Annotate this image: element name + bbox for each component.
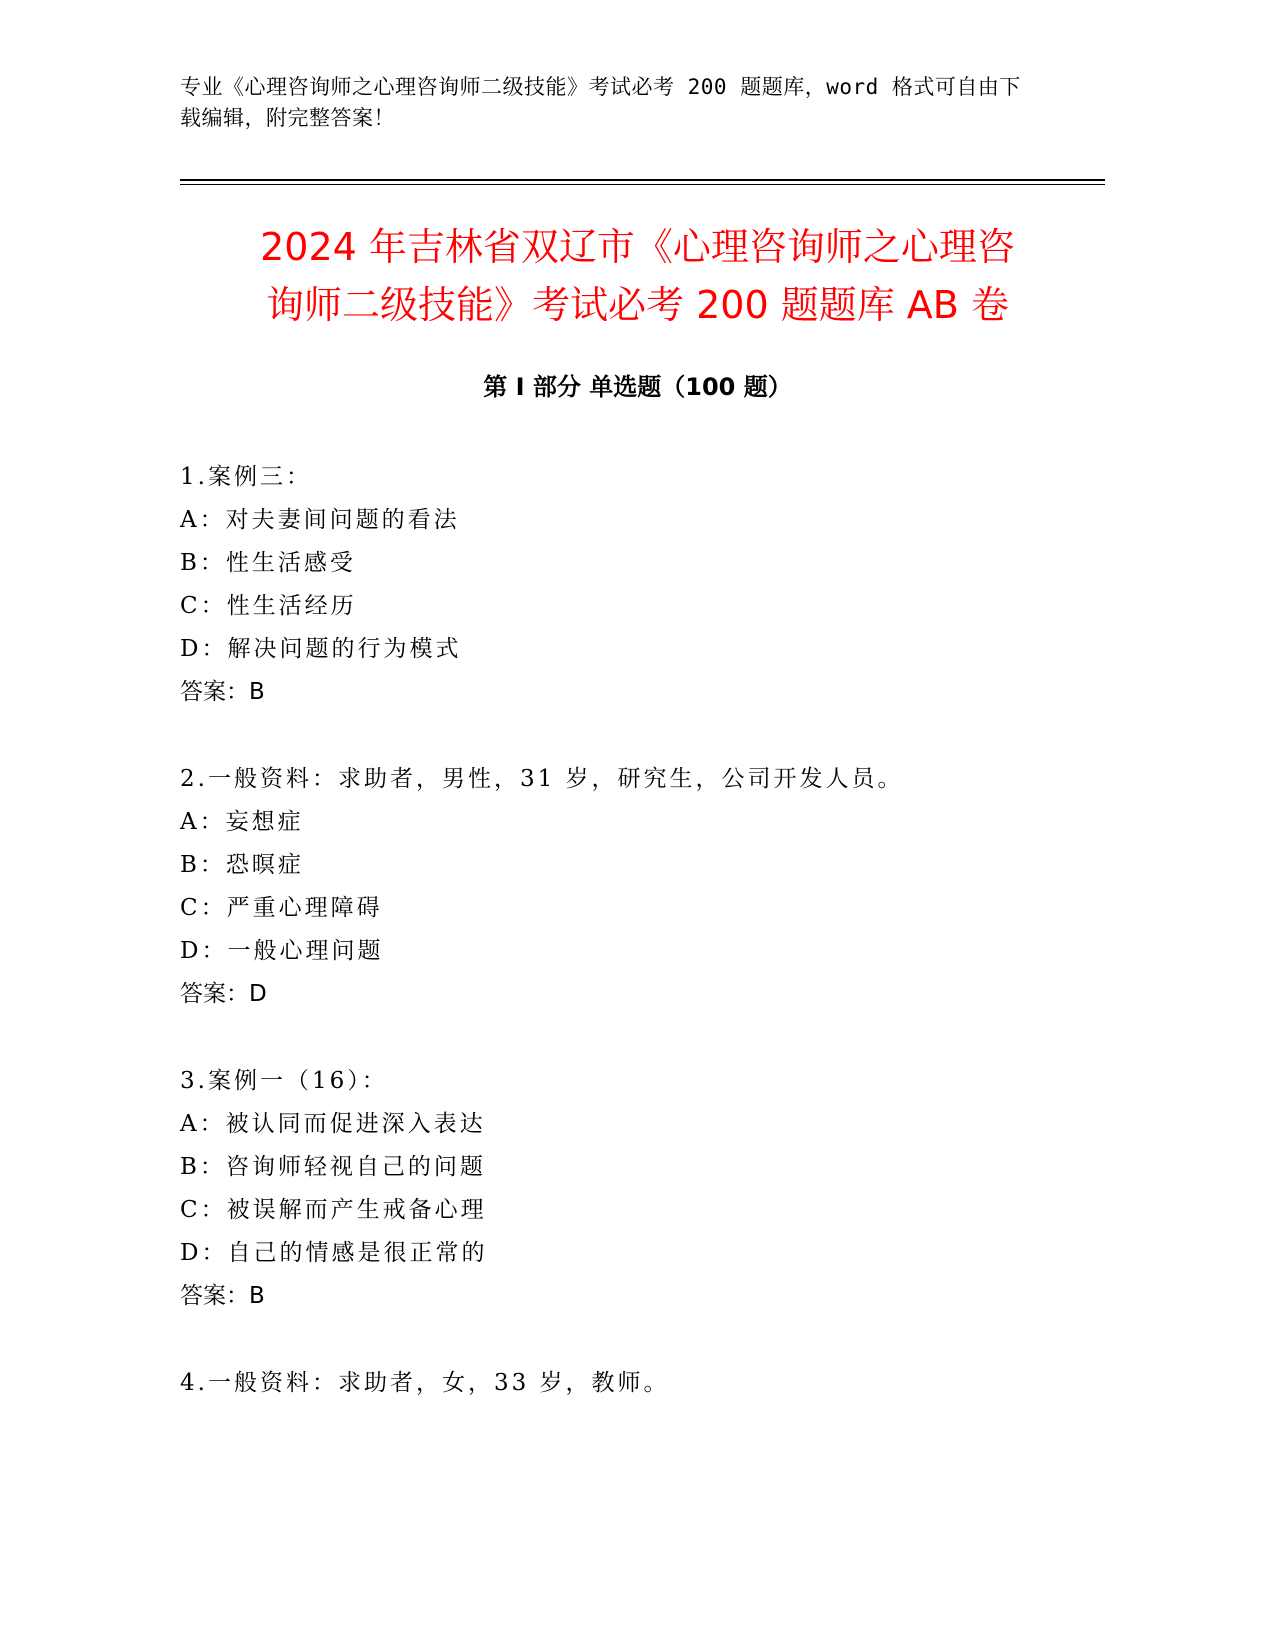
option-d: D：自己的情感是很正常的 [180,1240,488,1266]
option-d: D：一般心理问题 [180,938,384,964]
answer: 答案：D [180,981,267,1007]
question-stem: 1.案例三： [180,464,312,490]
document-title [150,218,1125,334]
header-divider-thick [180,179,1105,181]
document-title-line-1: 2024 年吉林省双辽市《心理咨询师之心理咨 [260,225,1015,269]
question-stem: 3.案例一（16）： [180,1068,388,1094]
question-1 [180,456,1105,714]
document-title-line-2: 询师二级技能》考试必考 200 题题库 AB 卷 [266,283,1009,327]
question-4 [180,1362,1105,1405]
answer: 答案：B [180,679,265,705]
option-b: B：性生活感受 [180,550,356,576]
question-2 [180,758,1105,1016]
option-a: A：被认同而促进深入表达 [180,1111,486,1137]
header-note: 专业《心理咨询师之心理咨询师二级技能》考试必考 200 题题库，word 格式可自由下载编辑，附完整答案！ [180,75,1021,130]
answer: 答案：B [180,1283,265,1309]
option-b: B：恐暝症 [180,852,304,878]
option-a: A：对夫妻间问题的看法 [180,507,460,533]
option-c: C：被误解而产生戒备心理 [180,1197,487,1223]
header-divider-thin [180,184,1105,185]
option-c: C：严重心理障碍 [180,895,383,921]
option-a: A：妄想症 [180,809,304,835]
option-d: D：解决问题的行为模式 [180,636,462,662]
option-b: B：咨询师轻视自己的问题 [180,1154,486,1180]
question-list [180,456,1105,1449]
question-stem: 4.一般资料：求助者，女，33 岁，教师。 [180,1370,670,1396]
section-title: 第 I 部分 单选题（100 题） [483,373,792,401]
option-c: C：性生活经历 [180,593,357,619]
question-3 [180,1060,1105,1318]
question-stem: 2.一般资料：求助者，男性，31 岁，研究生，公司开发人员。 [180,766,904,792]
